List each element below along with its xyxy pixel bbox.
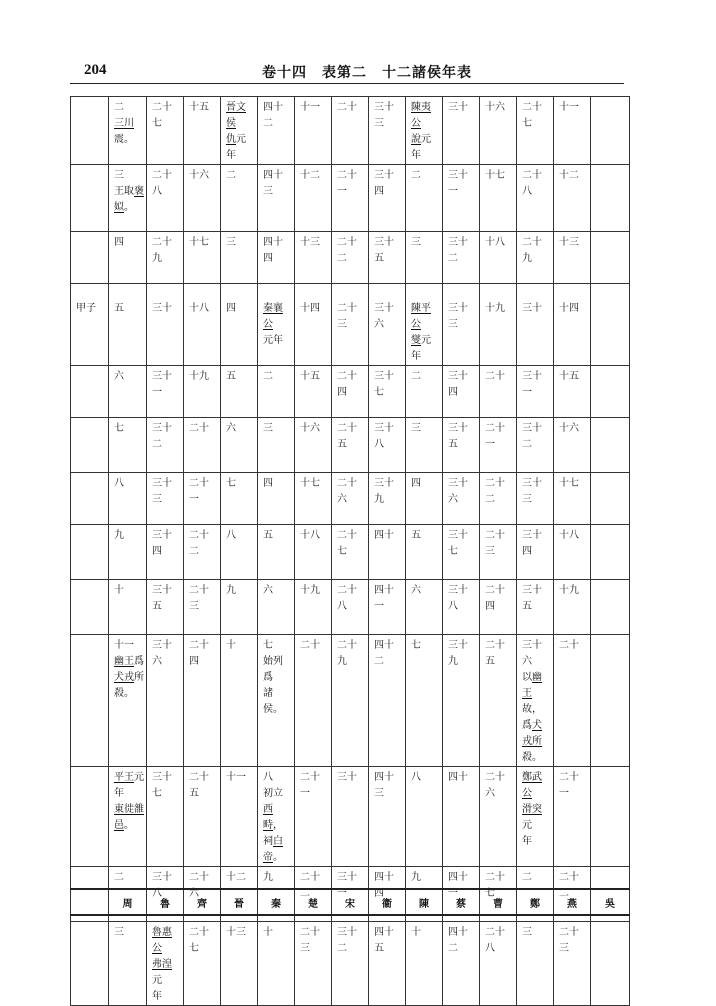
header-rule — [70, 83, 624, 84]
year-cell: 十三 — [554, 232, 591, 284]
year-cell: 十 — [109, 580, 147, 635]
era-cell — [71, 418, 109, 473]
year-cell: 二十二 — [295, 867, 332, 922]
year-cell: 三十八 — [147, 867, 184, 922]
year-cell: 二十九 — [147, 232, 184, 284]
year-cell: 八 — [406, 767, 443, 867]
year-cell: 平王元 年 東徙雒 邑。 — [109, 767, 147, 867]
era-cell — [71, 366, 109, 418]
year-cell: 三十八 — [443, 580, 480, 635]
year-cell: 三 — [517, 922, 554, 1006]
year-cell: 十一 幽王爲 犬戎所 殺。 — [109, 635, 147, 767]
year-cell: 三十七 — [369, 366, 406, 418]
year-cell: 二十一 — [295, 767, 332, 867]
chronology-table — [70, 96, 630, 1006]
year-cell: 陳平公 燮元年 — [406, 284, 443, 366]
year-cell: 十七 — [554, 473, 591, 525]
year-cell — [591, 580, 630, 635]
year-cell: 三十六 — [147, 635, 184, 767]
year-cell: 十 — [406, 922, 443, 1006]
year-cell: 四十二 — [258, 97, 295, 165]
year-cell: 三十二 — [147, 418, 184, 473]
year-cell: 十二 — [554, 165, 591, 232]
era-cell — [71, 635, 109, 767]
year-cell: 鄭武公 滑突元 年 — [517, 767, 554, 867]
era-cell — [71, 767, 109, 867]
year-cell: 三 — [109, 922, 147, 1006]
year-cell: 三十八 — [369, 418, 406, 473]
state-name: 蔡 — [443, 889, 480, 915]
year-cell: 三十四 — [147, 525, 184, 580]
year-cell: 八 — [109, 473, 147, 525]
year-cell: 二十八 — [480, 922, 517, 1006]
year-cell: 六 — [221, 418, 258, 473]
year-cell: 三十 — [517, 284, 554, 366]
state-name: 燕 — [554, 889, 591, 915]
year-cell: 二十九 — [517, 232, 554, 284]
year-cell: 四十二 — [443, 922, 480, 1006]
year-cell — [591, 635, 630, 767]
running-head: 卷十四 表第二 十二諸侯年表 — [262, 65, 472, 81]
year-cell — [591, 97, 630, 165]
era-cell — [71, 97, 109, 165]
year-cell: 十六 — [554, 418, 591, 473]
year-cell: 二十四 — [332, 366, 369, 418]
era-cell — [71, 165, 109, 232]
year-cell: 十七 — [480, 165, 517, 232]
era-cell — [71, 922, 109, 1006]
year-cell: 三十六 — [443, 473, 480, 525]
table-row — [71, 473, 630, 525]
year-cell: 二十六 — [332, 473, 369, 525]
year-cell: 三十一 — [443, 165, 480, 232]
year-cell: 二十九 — [332, 635, 369, 767]
state-name: 秦 — [258, 889, 295, 915]
year-cell: 三十五 — [443, 418, 480, 473]
year-cell: 二十二 — [332, 232, 369, 284]
year-cell: 二十七 — [517, 97, 554, 165]
state-name: 吳 — [591, 889, 630, 915]
year-cell: 三十 — [443, 97, 480, 165]
year-cell: 二十二 — [554, 867, 591, 922]
era-cell — [71, 525, 109, 580]
state-name: 曹 — [480, 889, 517, 915]
year-cell: 二十五 — [480, 635, 517, 767]
year-cell: 二十一 — [554, 767, 591, 867]
year-cell: 十四 — [554, 284, 591, 366]
year-cell: 三十五 — [147, 580, 184, 635]
year-cell: 四十五 — [369, 922, 406, 1006]
year-cell: 四十二 — [369, 635, 406, 767]
year-cell: 三十 — [147, 284, 184, 366]
year-cell: 二十三 — [554, 922, 591, 1006]
table-row — [71, 165, 630, 232]
year-cell: 二十六 — [480, 767, 517, 867]
year-cell: 二十三 — [184, 580, 221, 635]
table-row — [71, 366, 630, 418]
year-cell — [591, 473, 630, 525]
year-cell: 十 — [258, 922, 295, 1006]
year-cell: 二十 — [554, 635, 591, 767]
year-cell: 二十 — [480, 366, 517, 418]
year-cell: 三十二 — [517, 418, 554, 473]
year-cell — [591, 232, 630, 284]
year-cell: 四十三 — [369, 767, 406, 867]
year-cell: 五 — [221, 366, 258, 418]
era-cell: 甲子 — [71, 284, 109, 366]
year-cell: 四十 — [369, 525, 406, 580]
year-cell: 十二 — [221, 867, 258, 922]
era-cell — [71, 580, 109, 635]
era-cell — [71, 473, 109, 525]
year-cell: 十五 — [295, 366, 332, 418]
year-cell — [591, 418, 630, 473]
year-cell: 二十 — [332, 97, 369, 165]
year-cell: 二十五 — [184, 767, 221, 867]
year-cell: 八 — [221, 525, 258, 580]
year-cell: 四十一 — [443, 867, 480, 922]
year-cell: 三十七 — [147, 767, 184, 867]
state-header-row — [70, 888, 630, 916]
state-name: 魯 — [147, 889, 184, 915]
year-cell: 十九 — [480, 284, 517, 366]
year-cell: 九 — [109, 525, 147, 580]
year-cell: 十一 — [295, 97, 332, 165]
year-cell: 十七 — [295, 473, 332, 525]
year-cell: 四十一 — [369, 580, 406, 635]
year-cell: 二 — [258, 366, 295, 418]
state-name: 宋 — [332, 889, 369, 915]
year-cell: 四 — [109, 232, 147, 284]
year-cell — [591, 525, 630, 580]
year-cell: 三 王取褒 姒。 — [109, 165, 147, 232]
chronology-body — [71, 97, 630, 1006]
year-cell: 三十四 — [369, 165, 406, 232]
year-cell: 七 — [221, 473, 258, 525]
year-cell: 九 — [406, 867, 443, 922]
year-cell: 二十七 — [480, 867, 517, 922]
year-cell: 三十六 — [369, 284, 406, 366]
year-cell: 十三 — [295, 232, 332, 284]
year-cell: 四十四 — [258, 232, 295, 284]
year-cell: 秦襄公 元年 — [258, 284, 295, 366]
year-cell: 二 三川震。 — [109, 97, 147, 165]
state-name: 衞 — [369, 889, 406, 915]
year-cell: 十九 — [295, 580, 332, 635]
year-cell: 三十六 以幽王 故，爲犬 戎所殺。 — [517, 635, 554, 767]
year-cell: 六 — [406, 580, 443, 635]
year-cell: 十三 — [221, 922, 258, 1006]
year-cell: 二十一 — [332, 165, 369, 232]
year-cell: 陳夷公 說元年 — [406, 97, 443, 165]
year-cell: 十九 — [184, 366, 221, 418]
state-name: 周 — [109, 889, 147, 915]
table-row — [71, 525, 630, 580]
year-cell: 三十一 — [147, 366, 184, 418]
year-cell: 二十 — [295, 635, 332, 767]
state-name-blank — [71, 889, 109, 915]
year-cell: 十六 — [295, 418, 332, 473]
year-cell: 二 — [517, 867, 554, 922]
year-cell: 二十四 — [480, 580, 517, 635]
year-cell: 十六 — [184, 165, 221, 232]
state-name: 鄭 — [517, 889, 554, 915]
year-cell: 三十五 — [369, 232, 406, 284]
year-cell: 二十八 — [147, 165, 184, 232]
year-cell — [591, 366, 630, 418]
year-cell: 二 — [109, 867, 147, 922]
state-name: 晉 — [221, 889, 258, 915]
year-cell: 七 — [406, 635, 443, 767]
year-cell: 三 — [258, 418, 295, 473]
year-cell: 十五 — [554, 366, 591, 418]
page-number: 204 — [84, 62, 107, 78]
year-cell: 魯惠公 弗湟元 年 — [147, 922, 184, 1006]
year-cell: 十五 — [184, 97, 221, 165]
year-cell: 十八 — [480, 232, 517, 284]
year-cell: 四十三 — [258, 165, 295, 232]
year-cell: 十八 — [184, 284, 221, 366]
year-cell — [591, 165, 630, 232]
state-name: 楚 — [295, 889, 332, 915]
year-cell: 九 — [258, 867, 295, 922]
year-cell: 三十二 — [332, 922, 369, 1006]
year-cell: 六 — [109, 366, 147, 418]
year-cell: 二十七 — [332, 525, 369, 580]
year-cell: 二十八 — [517, 165, 554, 232]
era-cell — [71, 232, 109, 284]
year-cell: 二十七 — [147, 97, 184, 165]
year-cell: 十一 — [554, 97, 591, 165]
year-cell: 四十四 — [369, 867, 406, 922]
year-cell: 三 — [221, 232, 258, 284]
year-cell: 二 — [221, 165, 258, 232]
year-cell: 三十一 — [332, 867, 369, 922]
year-cell: 三 — [406, 232, 443, 284]
year-cell: 二十五 — [332, 418, 369, 473]
table-row — [71, 767, 630, 867]
year-cell: 五 — [258, 525, 295, 580]
year-cell: 二十八 — [332, 580, 369, 635]
year-cell: 五 — [406, 525, 443, 580]
year-cell: 二十三 — [480, 525, 517, 580]
year-cell: 二 — [406, 165, 443, 232]
year-cell: 三十三 — [443, 284, 480, 366]
year-cell: 二十四 — [184, 635, 221, 767]
table-row — [71, 284, 630, 366]
year-cell: 二十 — [184, 418, 221, 473]
year-cell — [591, 922, 630, 1006]
year-cell: 十七 — [184, 232, 221, 284]
year-cell: 七 始列爲 諸侯。 — [258, 635, 295, 767]
year-cell: 四 — [406, 473, 443, 525]
state-names — [71, 889, 630, 915]
year-cell: 三十七 — [443, 525, 480, 580]
year-cell: 三十九 — [443, 635, 480, 767]
year-cell: 三十九 — [369, 473, 406, 525]
year-cell: 三十三 — [147, 473, 184, 525]
year-cell: 二十六 — [184, 867, 221, 922]
year-cell: 十二 — [295, 165, 332, 232]
year-cell: 七 — [109, 418, 147, 473]
year-cell: 二十二 — [184, 525, 221, 580]
year-cell: 十四 — [295, 284, 332, 366]
year-cell — [591, 284, 630, 366]
year-cell: 三十四 — [517, 525, 554, 580]
year-cell: 三十 — [332, 767, 369, 867]
year-cell: 三 — [406, 418, 443, 473]
state-name: 齊 — [184, 889, 221, 915]
year-cell — [591, 767, 630, 867]
year-cell: 二十二 — [480, 473, 517, 525]
year-cell: 九 — [221, 580, 258, 635]
year-cell: 六 — [258, 580, 295, 635]
year-cell: 十八 — [554, 525, 591, 580]
year-cell: 十 — [221, 635, 258, 767]
year-cell: 十六 — [480, 97, 517, 165]
year-cell: 五 — [109, 284, 147, 366]
year-cell: 二十一 — [184, 473, 221, 525]
year-cell: 八 初立西 畤，祠白 帝。 — [258, 767, 295, 867]
year-cell: 晉文侯 仇元年 — [221, 97, 258, 165]
year-cell: 四 — [221, 284, 258, 366]
state-name: 陳 — [406, 889, 443, 915]
year-cell: 二十三 — [295, 922, 332, 1006]
year-cell: 三十一 — [517, 366, 554, 418]
table-row — [71, 580, 630, 635]
year-cell: 三十四 — [443, 366, 480, 418]
year-cell: 二十三 — [332, 284, 369, 366]
year-cell: 四十 — [443, 767, 480, 867]
table-row — [71, 635, 630, 767]
year-cell: 二十七 — [184, 922, 221, 1006]
table-row — [71, 97, 630, 165]
year-cell: 十九 — [554, 580, 591, 635]
table-row — [71, 418, 630, 473]
year-cell: 三十三 — [369, 97, 406, 165]
year-cell: 三十二 — [443, 232, 480, 284]
year-cell: 三十五 — [517, 580, 554, 635]
year-cell: 三十三 — [517, 473, 554, 525]
year-cell: 十八 — [295, 525, 332, 580]
table-row — [71, 232, 630, 284]
table-row — [71, 922, 630, 1006]
year-cell: 二十一 — [480, 418, 517, 473]
year-cell: 二 — [406, 366, 443, 418]
year-cell: 四 — [258, 473, 295, 525]
year-cell: 十一 — [221, 767, 258, 867]
